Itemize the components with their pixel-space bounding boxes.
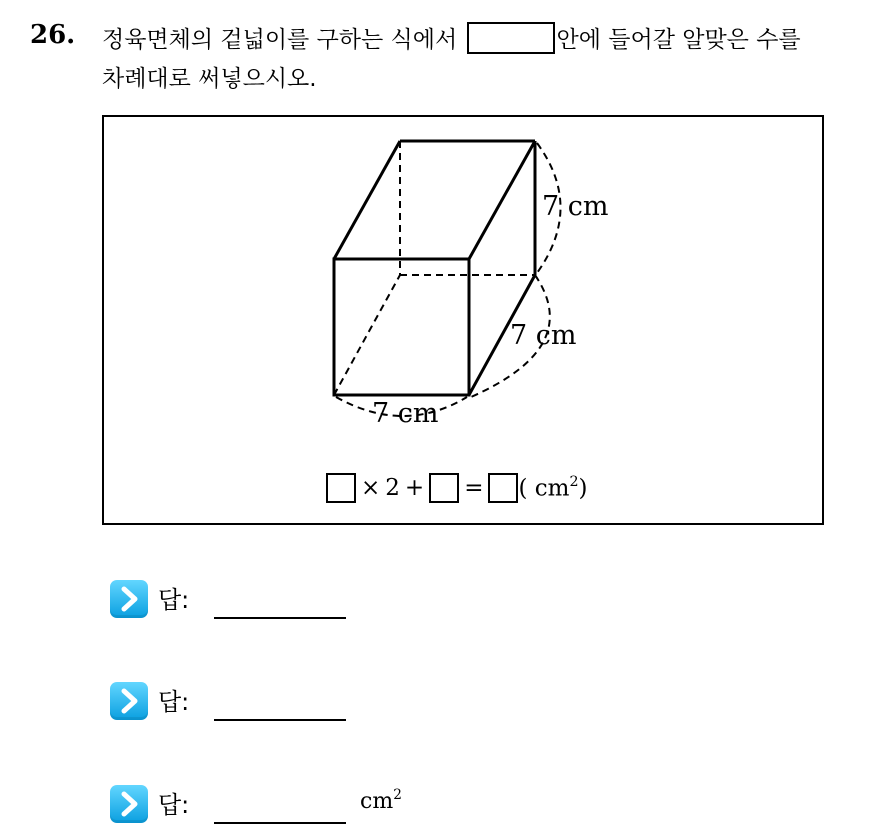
figure-frame [102,115,824,525]
answer-blank-line[interactable] [214,822,346,824]
blank-box [467,22,555,54]
top-left-edge [334,141,400,259]
question-text-line2: 차례대로 써넣으시오. [102,66,317,92]
width-label: 7 cm [372,398,439,429]
question-text-before-blank: 정육면체의 겉넓이를 구하는 식에서 [102,27,458,53]
height-label: 7 cm [542,191,609,222]
front-face [334,259,469,395]
answer-blank-line[interactable] [214,617,346,619]
answer-label: 답: [158,688,190,716]
equals-sign: = [464,475,484,501]
multiplier: 2 [385,475,400,501]
question-text-line1 [102,21,801,54]
plus-sign: + [404,475,425,501]
top-right-edge [469,141,535,259]
depth-label: 7 cm [510,320,577,351]
chevron-right-icon [110,580,148,618]
chevron-right-icon [110,682,148,720]
question-text-after-blank: 안에 들어갈 알맞은 수를 [556,27,801,53]
answer-unit: $cm^2$ [360,787,402,814]
formula-blank-1 [326,473,356,503]
question-number: 26. [30,20,76,50]
times-sign: × [361,475,381,501]
surface-area-formula [326,473,588,503]
answer-label: 답: [158,586,190,614]
formula-unit: ( $cm^2$) [518,474,588,502]
formula-blank-2 [429,473,459,503]
cuboid-diagram [104,117,822,523]
chevron-right-icon [110,785,148,823]
formula-blank-3 [488,473,518,503]
hidden-depth-edge [334,275,400,395]
answer-label: 답: [158,791,190,819]
answer-blank-line[interactable] [214,719,346,721]
